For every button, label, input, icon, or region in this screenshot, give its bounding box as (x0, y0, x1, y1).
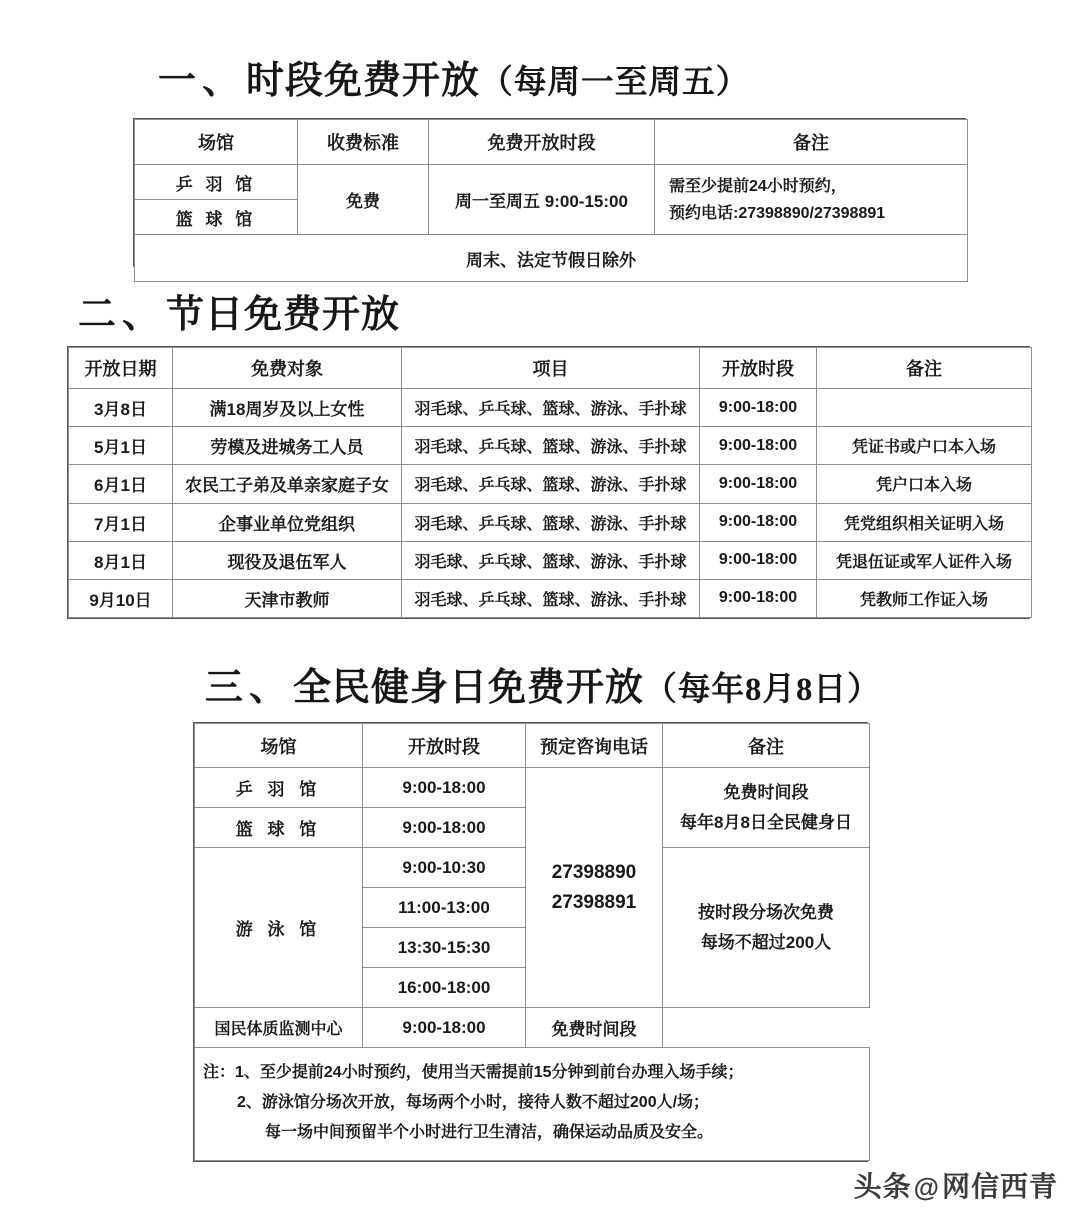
table-notes-cell (195, 1048, 870, 1161)
note-line-3: 每一场中间预留半个小时进行卫生清洁，确保运动品质及安全。 (265, 1124, 714, 1141)
section-3-heading-number: 三、 (205, 667, 294, 709)
cell-time: 9:00-18:00 (700, 389, 817, 427)
remark-swim-line-2: 每场不超过200人 (700, 932, 832, 952)
col-header-remark: 备注 (817, 348, 1032, 389)
cell-target: 现役及退伍军人 (173, 541, 402, 579)
cell-remark: 凭证书或户口本入场 (817, 427, 1032, 465)
remark-fitness-center: 免费时间段 (526, 1008, 663, 1048)
watermark-brand: 头条 (853, 1171, 912, 1202)
cell-target: 企事业单位党组织 (173, 503, 402, 541)
table-row (69, 579, 1032, 617)
venue-fitness-monitoring-center: 国民体质监测中心 (195, 1008, 363, 1048)
phone-line-2: 27398891 (551, 891, 637, 913)
cell-items: 羽毛球、乒乓球、篮球、游泳、手扑球 (402, 503, 700, 541)
cell-date: 8月1日 (69, 541, 173, 579)
cell-remark: 凭教师工作证入场 (817, 579, 1032, 617)
table-row (195, 1008, 870, 1048)
fee-value: 免费 (298, 165, 429, 235)
col-header-venue: 场馆 (195, 724, 363, 768)
table-header-row (135, 120, 968, 165)
table-row (69, 541, 1032, 579)
section-1-heading (158, 58, 749, 106)
venue-basketball: 篮 球 馆 (195, 808, 363, 848)
cell-target: 劳模及进城务工人员 (173, 427, 402, 465)
table-row (135, 165, 968, 200)
cell-target: 农民工子弟及单亲家庭子女 (173, 465, 402, 503)
section-2-heading-number: 二、 (78, 294, 167, 336)
remark-top-cell (663, 768, 870, 848)
section-3-table-wrapper (193, 722, 868, 1162)
watermark-at-icon: @ (913, 1172, 940, 1202)
cell-date: 5月1日 (69, 427, 173, 465)
table-notes-row (195, 1048, 870, 1161)
section-3-heading-main: 全民健身日免费开放 (293, 667, 645, 709)
col-header-open-time: 开放时段 (700, 348, 817, 389)
section-2-table (68, 347, 1032, 618)
section-3-heading-paren: （每年8月8日） (644, 672, 881, 708)
cell-remark: 凭退伍证或军人证件入场 (817, 541, 1032, 579)
cell-items: 羽毛球、乒乓球、篮球、游泳、手扑球 (402, 389, 700, 427)
table-header-row (69, 348, 1032, 389)
remark-booking (655, 165, 968, 235)
remark-top-line-1: 免费时间段 (723, 782, 809, 802)
cell-time: 9:00-18:00 (700, 579, 817, 617)
booking-phone-cell (526, 768, 663, 1008)
section-3-table (194, 723, 870, 1161)
col-header-remark: 备注 (655, 120, 968, 165)
table-footer-note: 周末、法定节假日除外 (135, 235, 968, 282)
note-line-2: 2、游泳馆分场次开放，每场两个小时，接待人数不超过200人/场； (237, 1094, 710, 1111)
cell-target: 天津市教师 (173, 579, 402, 617)
swim-time-slot: 13:30-15:30 (363, 928, 526, 968)
col-header-fee: 收费标准 (298, 120, 429, 165)
venue-basketball-time: 9:00-18:00 (363, 808, 526, 848)
col-header-remark: 备注 (663, 724, 870, 768)
section-1-heading-paren: （每周一至周五） (480, 65, 750, 101)
col-header-booking-phone: 预定咨询电话 (526, 724, 663, 768)
venue-pingyu: 乒 羽 馆 (135, 165, 298, 200)
section-2-heading-main: 节日免费开放 (166, 294, 401, 336)
col-header-open-date: 开放日期 (69, 348, 173, 389)
cell-items: 羽毛球、乒乓球、篮球、游泳、手扑球 (402, 579, 700, 617)
phone-line-1: 27398890 (551, 861, 637, 883)
cell-date: 6月1日 (69, 465, 173, 503)
table-row (69, 389, 1032, 427)
remark-line-2: 预约电话:27398890/27398891 (669, 204, 886, 222)
note-line-1: 注：1、至少提前24小时预约，使用当天需提前15分钟到前台办理入场手续； (203, 1064, 744, 1081)
col-header-free-target: 免费对象 (173, 348, 402, 389)
cell-target: 满18周岁及以上女性 (173, 389, 402, 427)
watermark-account: 网信西青 (941, 1171, 1058, 1202)
cell-time: 9:00-18:00 (700, 465, 817, 503)
cell-time: 9:00-18:00 (700, 503, 817, 541)
col-header-open-time: 开放时段 (363, 724, 526, 768)
section-2-table-wrapper (67, 346, 1030, 619)
section-2-heading (78, 292, 400, 338)
cell-remark: 凭户口本入场 (817, 465, 1032, 503)
section-3-heading (205, 665, 881, 713)
cell-date: 7月1日 (69, 503, 173, 541)
remark-swim-line-1: 按时段分场次免费 (698, 902, 834, 922)
cell-remark: 凭党组织相关证明入场 (817, 503, 1032, 541)
cell-remark (817, 389, 1032, 427)
col-header-items: 项目 (402, 348, 700, 389)
venue-basketball: 篮 球 馆 (135, 200, 298, 235)
cell-time: 9:00-18:00 (700, 541, 817, 579)
remark-swim-cell (663, 848, 870, 1008)
venue-fitness-center-time: 9:00-18:00 (363, 1008, 526, 1048)
table-row (69, 427, 1032, 465)
venue-pingyu: 乒 羽 馆 (195, 768, 363, 808)
cell-items: 羽毛球、乒乓球、篮球、游泳、手扑球 (402, 427, 700, 465)
cell-date: 3月8日 (69, 389, 173, 427)
table-header-row (195, 724, 870, 768)
swim-time-slot: 11:00-13:00 (363, 888, 526, 928)
col-header-free-time: 免费开放时段 (429, 120, 655, 165)
section-1-heading-main: 时段免费开放 (246, 60, 481, 102)
cell-date: 9月10日 (69, 579, 173, 617)
cell-items: 羽毛球、乒乓球、篮球、游泳、手扑球 (402, 541, 700, 579)
free-open-time: 周一至周五 9:00-15:00 (429, 165, 655, 235)
table-footer-row (135, 235, 968, 282)
table-row (69, 465, 1032, 503)
watermark-toutiao-account (854, 1165, 1058, 1205)
venue-swimming: 游 泳 馆 (195, 848, 363, 1008)
remark-line-1: 需至少提前24小时预约， (669, 177, 847, 195)
cell-items: 羽毛球、乒乓球、篮球、游泳、手扑球 (402, 465, 700, 503)
cell-time: 9:00-18:00 (700, 427, 817, 465)
venue-pingyu-time: 9:00-18:00 (363, 768, 526, 808)
col-header-venue: 场馆 (135, 120, 298, 165)
section-1-table-wrapper (133, 118, 966, 270)
section-1-table (134, 119, 968, 282)
swim-time-slot: 16:00-18:00 (363, 968, 526, 1008)
table-row (69, 503, 1032, 541)
section-1-heading-number: 一、 (158, 60, 247, 102)
remark-top-line-2: 每年8月8日全民健身日 (680, 812, 852, 832)
swim-time-slot: 9:00-10:30 (363, 848, 526, 888)
table-row (195, 768, 870, 808)
